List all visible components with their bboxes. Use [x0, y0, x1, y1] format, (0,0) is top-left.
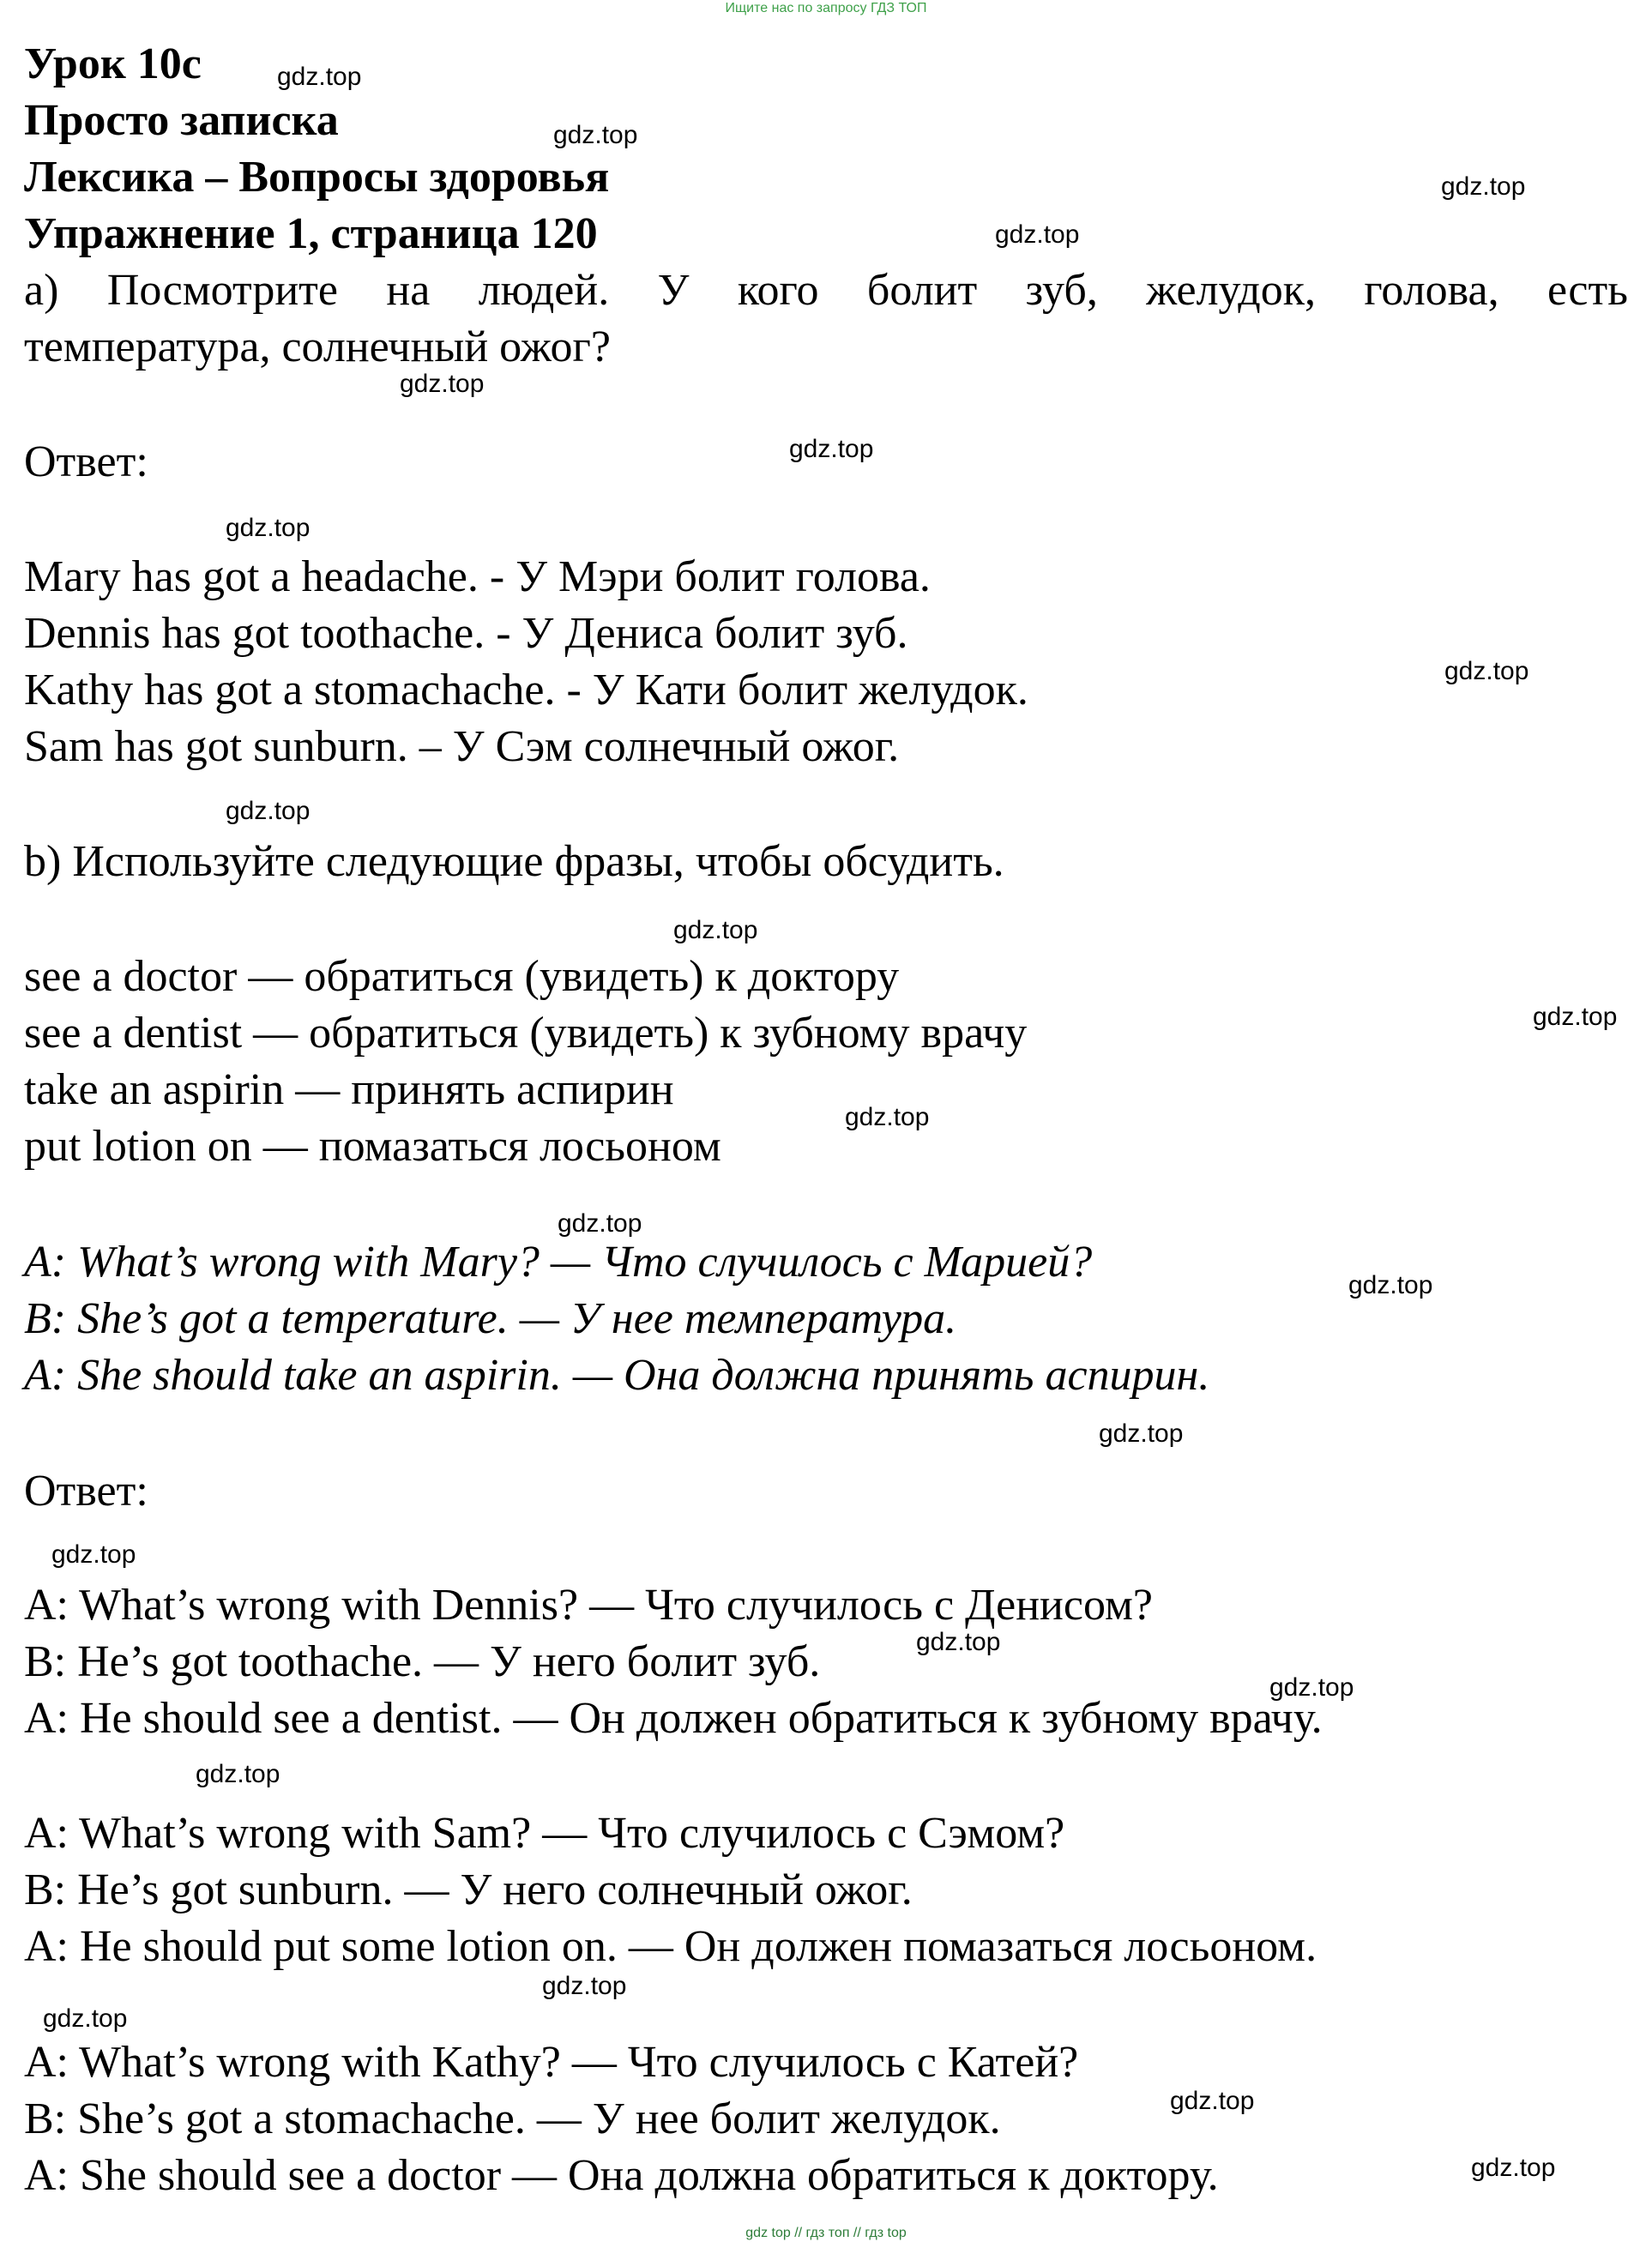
example-line: A: She should take an aspirin. — Она должна принять аспирин.	[24, 1351, 1210, 1400]
topic-title: Просто записка	[24, 96, 339, 145]
exercise-title: Упражнение 1, страница 120	[24, 209, 598, 258]
task-a-word: людей.	[478, 266, 610, 315]
phrase-line: see a dentist — обратиться (увидеть) к зубному врачу	[24, 1009, 1028, 1058]
dialogue-line: A: What’s wrong with Kathy? — Что случилось с Катей?	[24, 2038, 1079, 2087]
dialogue-line: B: He’s got sunburn. — У него солнечный ожог.	[24, 1865, 913, 1914]
answer-a-line: Dennis has got toothache. - У Дениса болит зуб.	[24, 609, 908, 658]
watermark: gdz.top	[277, 63, 362, 91]
task-a-word: на	[386, 266, 431, 315]
dialogue-line: B: She’s got a stomachache. — У нее болит желудок.	[24, 2094, 1001, 2143]
watermark: gdz.top	[558, 1209, 642, 1238]
watermark: gdz.top	[1441, 172, 1526, 201]
task-a-word: Посмотрите	[106, 266, 338, 315]
watermark: gdz.top	[1471, 2154, 1556, 2182]
watermark: gdz.top	[995, 220, 1080, 249]
task-b: b) Используйте следующие фразы, чтобы обсудить.	[24, 837, 1004, 886]
dialogue-line: A: What’s wrong with Sam? — Что случилось с Сэмом?	[24, 1809, 1065, 1858]
bottom-footer-note: gdz top // гдз топ // гдз top	[745, 2226, 907, 2240]
example-line: A: What’s wrong with Mary? — Что случилось с Марией?	[24, 1238, 1093, 1287]
phrase-line: see a doctor — обратиться (увидеть) к доктору	[24, 952, 900, 1001]
task-a-word: голова,	[1364, 266, 1499, 315]
watermark: gdz.top	[226, 797, 311, 825]
watermark: gdz.top	[1170, 2087, 1255, 2115]
dialogue-line: B: He’s got toothache. — У него болит зуб.	[24, 1637, 821, 1686]
task-a-word: кого	[737, 266, 819, 315]
answer-a-line: Mary has got a headache. - У Мэри болит голова.	[24, 552, 931, 601]
task-a-line1	[24, 262, 1628, 319]
watermark: gdz.top	[916, 1628, 1001, 1656]
watermark: gdz.top	[43, 2004, 128, 2033]
task-a-word: болит	[866, 266, 978, 315]
vocab-title: Лексика – Вопросы здоровья	[24, 153, 610, 202]
answer-a-line: Kathy has got a stomachache. - У Кати болит желудок.	[24, 666, 1028, 714]
watermark: gdz.top	[226, 514, 311, 542]
watermark: gdz.top	[1269, 1673, 1354, 1702]
task-a	[24, 262, 1628, 376]
watermark: gdz.top	[673, 916, 758, 944]
watermark: gdz.top	[553, 121, 638, 149]
task-a-word: есть	[1547, 266, 1628, 315]
watermark: gdz.top	[789, 435, 874, 463]
watermark: gdz.top	[196, 1760, 280, 1788]
answer-a-line: Sam has got sunburn. – У Сэм солнечный ожог.	[24, 722, 900, 771]
top-search-note: Ищите нас по запросу ГДЗ ТОП	[725, 1, 927, 15]
watermark: gdz.top	[1444, 657, 1529, 685]
dialogue-line: A: What’s wrong with Dennis? — Что случилось с Денисом?	[24, 1581, 1153, 1630]
phrase-line: put lotion on — помазаться лосьоном	[24, 1122, 721, 1171]
watermark: gdz.top	[845, 1103, 930, 1131]
watermark: gdz.top	[542, 1972, 627, 2000]
watermark: gdz.top	[1533, 1003, 1618, 1031]
task-a-word: У	[657, 266, 690, 315]
watermark: gdz.top	[1348, 1271, 1433, 1299]
phrase-line: take an aspirin — принять аспирин	[24, 1065, 674, 1114]
dialogue-line: A: He should put some lotion on. — Он должен помазаться лосьоном.	[24, 1922, 1317, 1971]
answer-label: Ответ:	[24, 437, 148, 486]
dialogue-line: A: She should see a doctor — Она должна обратиться к доктору.	[24, 2151, 1219, 2200]
dialogue-line: A: He should see a dentist. — Он должен обратиться к зубному врачу.	[24, 1694, 1323, 1743]
lesson-title: Урок 10с	[24, 39, 202, 88]
watermark: gdz.top	[1099, 1419, 1184, 1448]
task-a-word: желудок,	[1146, 266, 1316, 315]
task-a-word: зуб,	[1025, 266, 1098, 315]
example-line: B: She’s got a temperature. — У нее температура.	[24, 1294, 957, 1343]
task-a-line2: температура, солнечный ожог?	[24, 322, 611, 371]
watermark: gdz.top	[400, 370, 485, 398]
watermark: gdz.top	[51, 1540, 136, 1569]
task-a-word: а)	[24, 266, 59, 315]
answer-label: Ответ:	[24, 1467, 148, 1516]
